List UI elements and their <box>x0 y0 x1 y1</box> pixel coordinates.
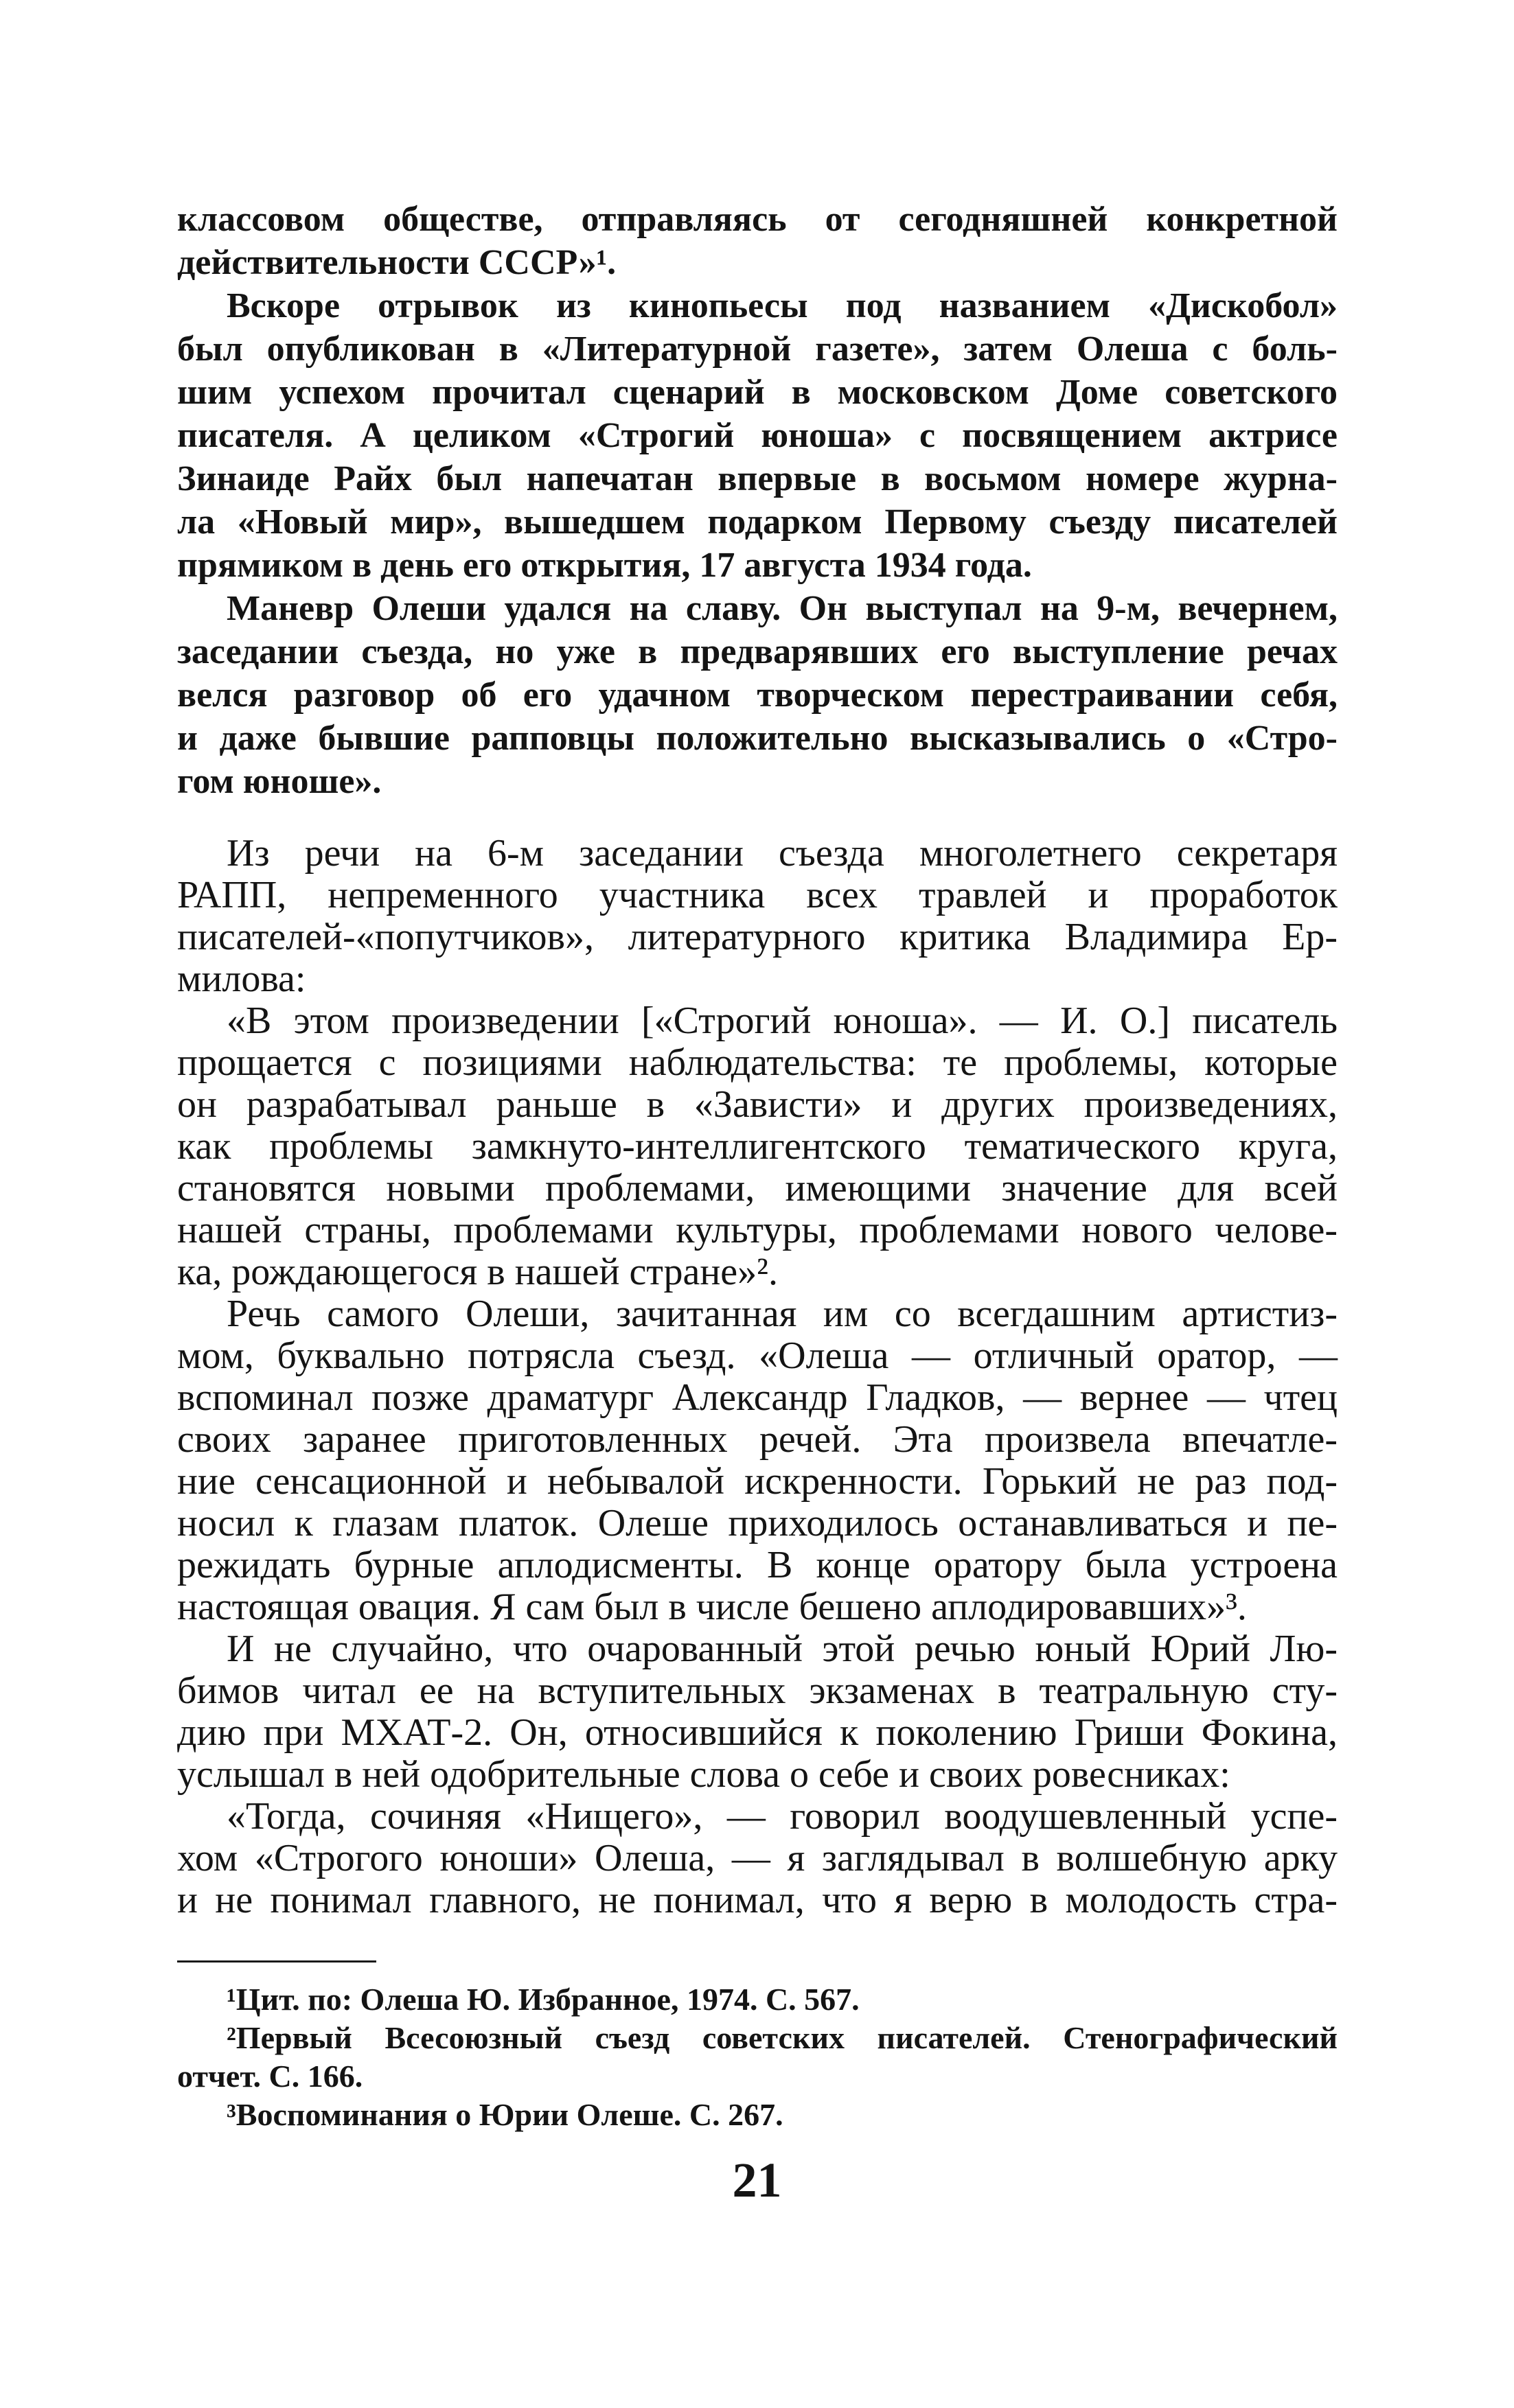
text-line: милова: <box>177 958 306 1000</box>
text-line: был опубликован в «Литературной газете», затем Олеша с боль- <box>177 329 1338 369</box>
text-line: шим успехом прочитал сценарий в московском Доме советского <box>177 373 1338 412</box>
text-line: прямиком в день его открытия, 17 августа 1934 года. <box>177 546 1032 585</box>
footnote-line: ³Воспоминания о Юрии Олеше. С. 267. <box>227 2097 783 2132</box>
text-line: носил к глазам платок. Олеше приходилось останавливаться и пе- <box>177 1502 1338 1544</box>
footnote-divider <box>177 1960 376 1963</box>
page-number: 21 <box>732 2153 782 2208</box>
text-line: велся разговор об его удачном творческом перестраивании себя, <box>177 675 1338 715</box>
text-line: и не понимал главного, не понимал, что я верю в молодость стра- <box>177 1879 1338 1921</box>
text-line: «Тогда, сочиняя «Нищего», — говорил воодушевленный успе- <box>227 1795 1338 1838</box>
text-line: ка, рождающегося в нашей стране»². <box>177 1251 778 1293</box>
text-line: РАПП, непременного участника всех травлей и проработок <box>177 874 1338 916</box>
text-line: бимов читал ее на вступительных экзаменах в театральную сту- <box>177 1669 1338 1712</box>
main-text-lower <box>177 833 1338 1921</box>
footnote-line: ¹Цит. по: Олеша Ю. Избранное, 1974. С. 567. <box>227 1982 860 2017</box>
text-line: он разрабатывал раньше в «Зависти» и других произведениях, <box>177 1083 1338 1126</box>
footnotes <box>177 1980 1338 2134</box>
text-line: своих заранее приготовленных речей. Эта произвела впечатле- <box>177 1418 1338 1461</box>
text-line: заседании съезда, но уже в предварявших его выступление речах <box>177 632 1338 671</box>
text-line: Вскоре отрывок из кинопьесы под названием «Дискобол» <box>227 286 1338 325</box>
text-line: нашей страны, проблемами культуры, проблемами нового челове- <box>177 1209 1338 1251</box>
text-line: действительности СССР»¹. <box>177 243 617 282</box>
text-line: И не случайно, что очарованный этой речью юный Юрий Лю- <box>227 1628 1338 1670</box>
text-line: дию при МХАТ-2. Он, относившийся к поколению Гриши Фокина, <box>177 1711 1338 1754</box>
text-line: и даже бывшие рапповцы положительно высказывались о «Стро- <box>177 719 1338 758</box>
text-line: режидать бурные аплодисменты. В конце оратору была устроена <box>177 1544 1338 1586</box>
text-line: Речь самого Олеши, зачитанная им со всегдашним артистиз- <box>227 1293 1338 1335</box>
text-line: хом «Строгого юноши» Олеша, — я заглядывал в волшебную арку <box>177 1837 1338 1879</box>
footnote-line: ²Первый Всесоюзный съезд советских писателей. Стенографический <box>227 2020 1338 2055</box>
text-line: прощается с позициями наблюдательства: те проблемы, которые <box>177 1041 1338 1084</box>
text-line: становятся новыми проблемами, имеющими значение для всей <box>177 1167 1338 1209</box>
text-line: услышал в ней одобрительные слова о себе и своих ровесниках: <box>177 1753 1230 1796</box>
text-line: Маневр Олеши удался на славу. Он выступал на 9-м, вечернем, <box>227 589 1338 628</box>
text-line: писателей-«попутчиков», литературного критика Владимира Ер- <box>177 916 1338 958</box>
main-text-upper <box>177 198 1338 803</box>
text-line: классовом обществе, отправляясь от сегодняшней конкретной <box>177 200 1338 239</box>
text-line: ла «Новый мир», вышедшем подарком Первому съезду писателей <box>177 502 1338 542</box>
text-line: мом, буквально потрясла съезд. «Олеша — отличный оратор, — <box>177 1334 1338 1377</box>
text-line: настоящая овация. Я сам был в числе бешено аплодировавших»³. <box>177 1586 1247 1628</box>
text-line: Зинаиде Райх был напечатан впервые в восьмом номере журна- <box>177 459 1338 498</box>
text-line: писателя. А целиком «Строгий юноша» с посвящением актрисе <box>177 416 1338 455</box>
text-line: вспоминал позже драматург Александр Гладков, — вернее — чтец <box>177 1376 1338 1419</box>
text-line: гом юноше». <box>177 762 382 801</box>
text-line: «В этом произведении [«Строгий юноша». — И. О.] писатель <box>227 999 1338 1042</box>
footnote-line: отчет. С. 166. <box>177 2059 363 2094</box>
text-line: ние сенсационной и небывалой искренности. Горький не раз под- <box>177 1460 1338 1503</box>
text-line: как проблемы замкнуто-интеллигентского тематического круга, <box>177 1125 1338 1168</box>
text-line: Из речи на 6-м заседании съезда многолетнего секретаря <box>227 832 1338 875</box>
